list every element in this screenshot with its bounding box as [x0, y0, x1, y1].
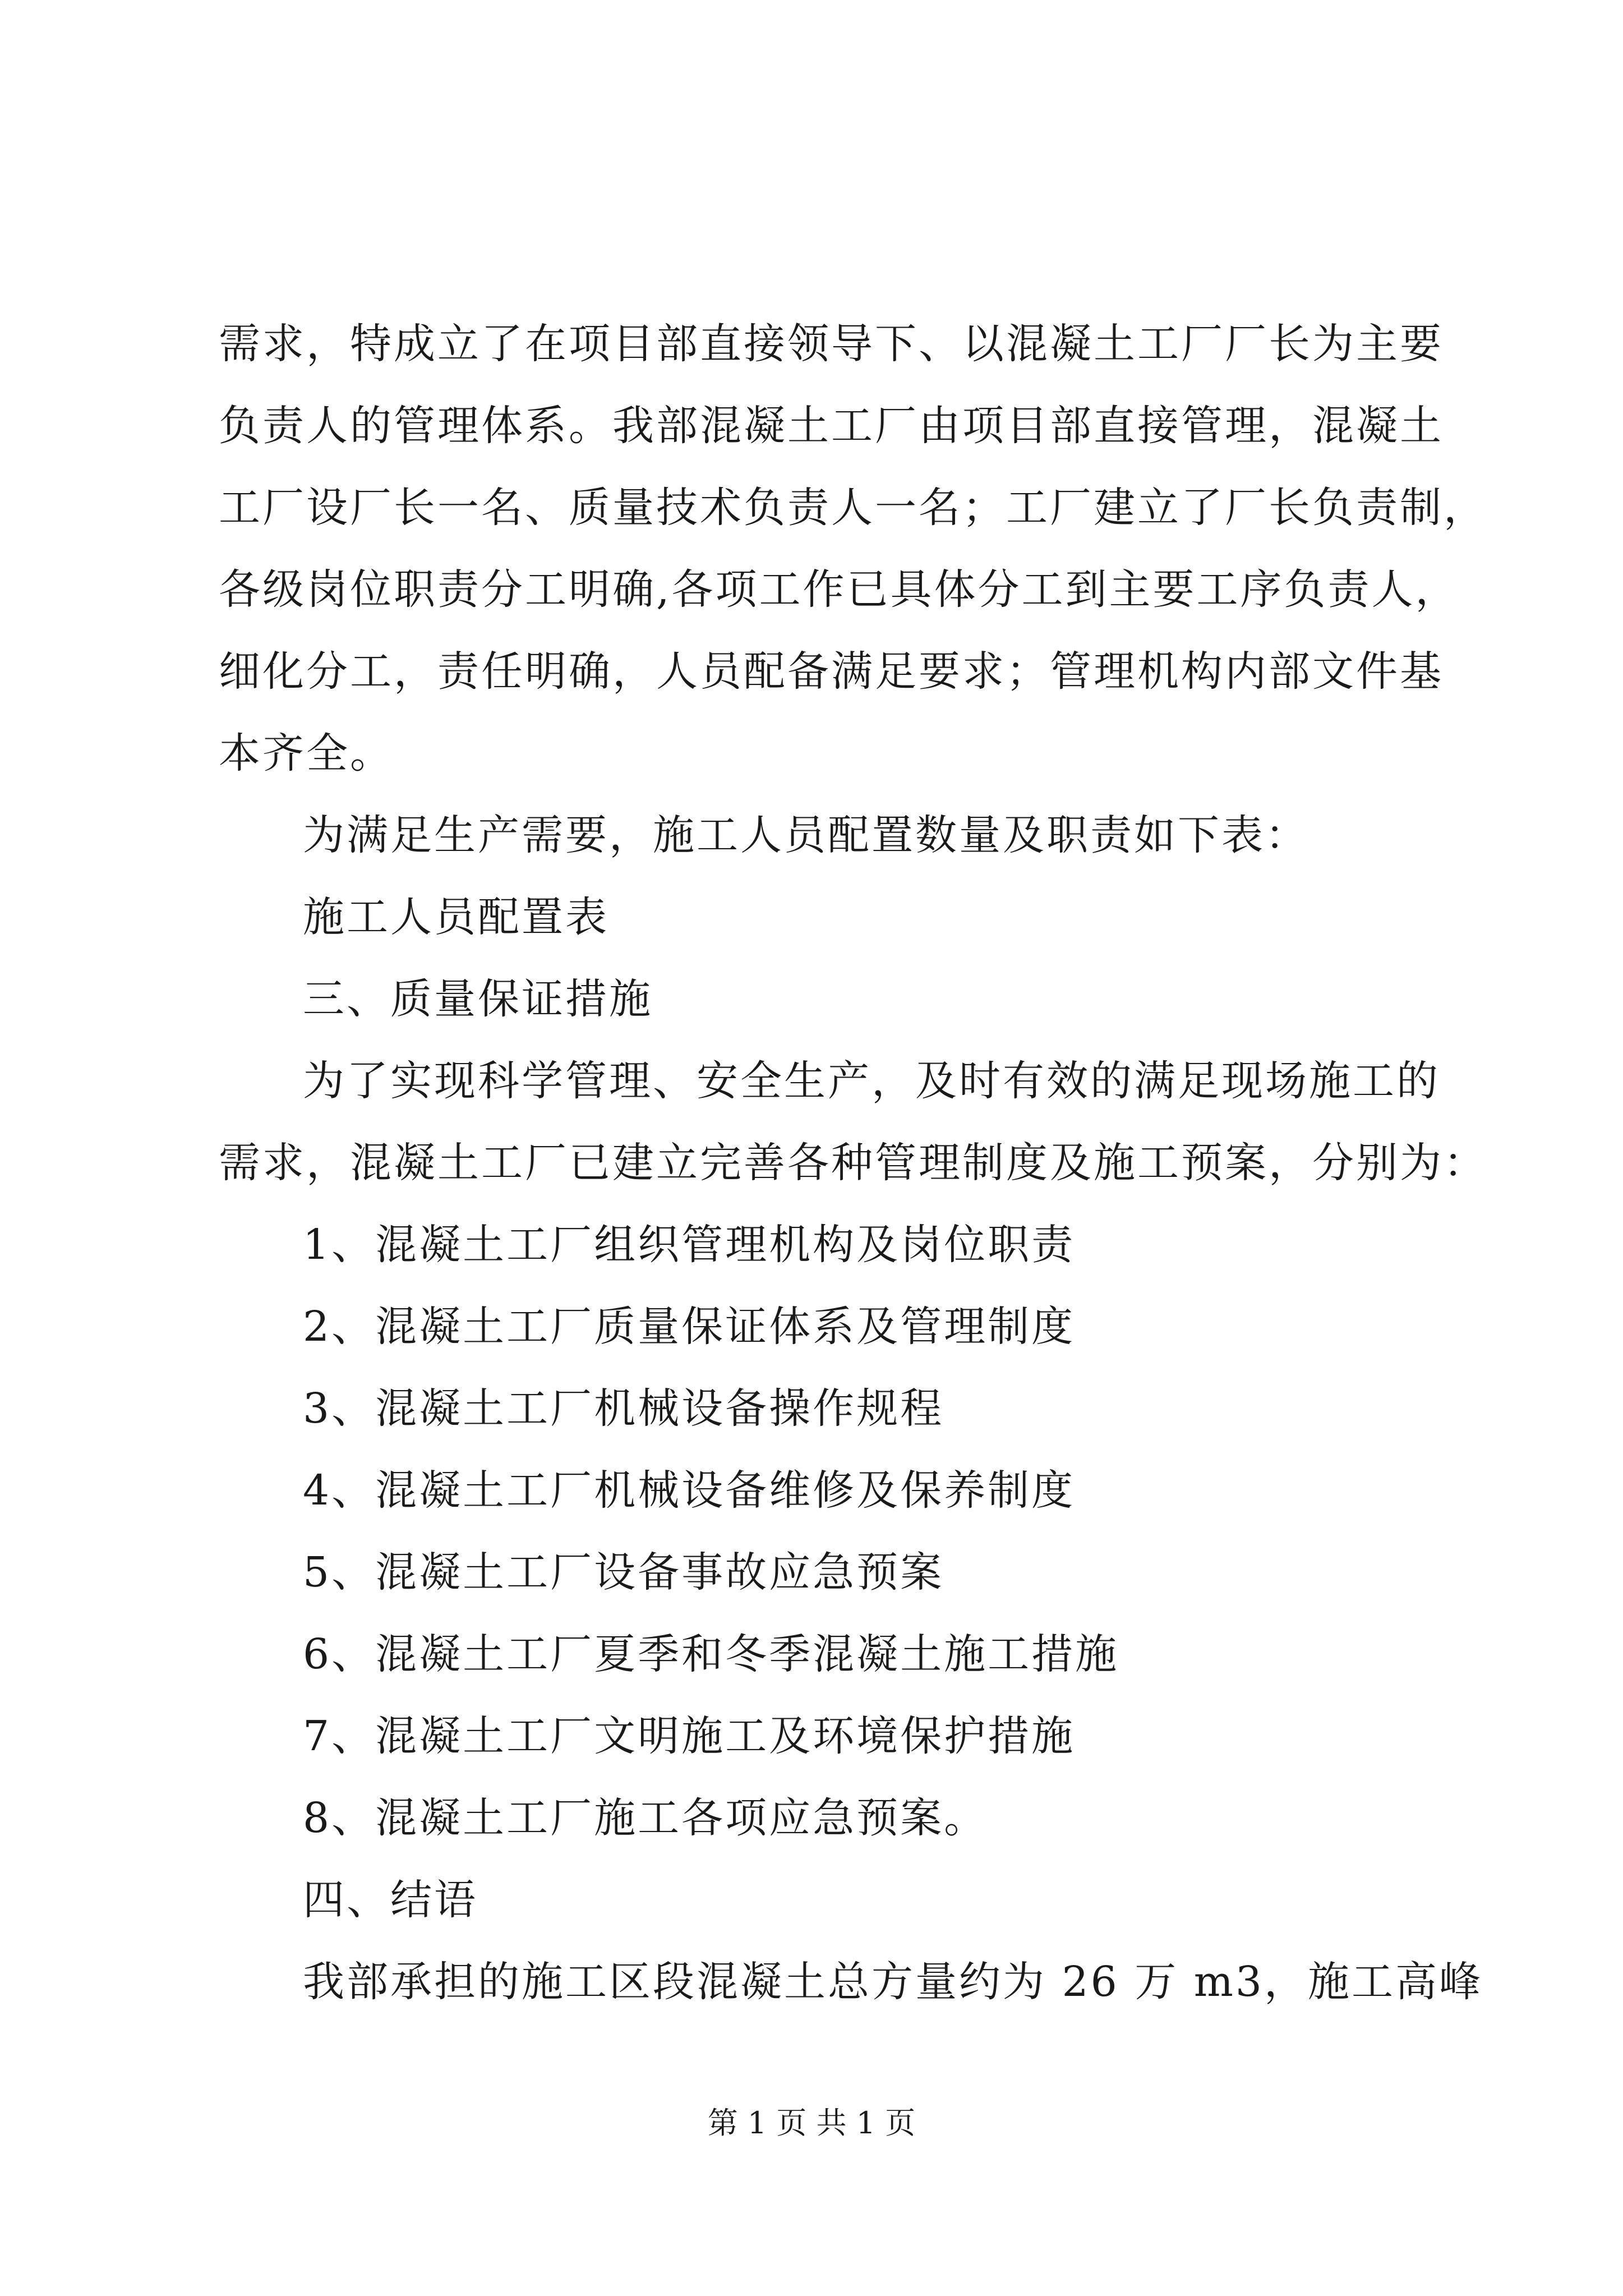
- measure-item: 8、混凝土工厂施工各项应急预案。: [303, 1794, 988, 1842]
- intro-line: 为满足生产需要，施工人员配置数量及职责如下表：: [303, 811, 1309, 859]
- measure-item: 2、混凝土工厂质量保证体系及管理制度: [303, 1303, 1076, 1351]
- measure-item: 3、混凝土工厂机械设备操作规程: [303, 1384, 944, 1433]
- paragraph-line: 需求，特成立了在项目部直接领导下、以混凝土工厂厂长为主要: [219, 320, 1444, 368]
- measure-item: 4、混凝土工厂机械设备维修及保养制度: [303, 1466, 1076, 1515]
- measure-item: 6、混凝土工厂夏季和冬季混凝土施工措施: [303, 1630, 1119, 1678]
- section-heading: 四、结语: [303, 1876, 478, 1924]
- paragraph-line: 本齐全。: [219, 729, 394, 777]
- page-indicator: 第 1 页 共 1 页: [707, 2105, 916, 2141]
- document-body: [219, 303, 1487, 2023]
- table-caption: 施工人员配置表: [303, 893, 609, 941]
- measure-item: 1、混凝土工厂组织管理机构及岗位职责: [303, 1221, 1076, 1269]
- section-heading: 三、质量保证措施: [303, 975, 653, 1023]
- measure-item: 5、混凝土工厂设备事故应急预案: [303, 1548, 944, 1596]
- paragraph-line: 需求，混凝土工厂已建立完善各种管理制度及施工预案，分别为：: [219, 1139, 1487, 1187]
- paragraph-line: 负责人的管理体系。我部混凝土工厂由项目部直接管理，混凝土: [219, 402, 1444, 450]
- page-footer: [0, 2104, 1623, 2143]
- paragraph-line: 工厂设厂长一名、质量技术负责人一名；工厂建立了厂长负责制，: [219, 484, 1487, 532]
- measure-item: 7、混凝土工厂文明施工及环境保护措施: [303, 1712, 1076, 1760]
- paragraph-line: 细化分工，责任明确，人员配备满足要求；管理机构内部文件基: [219, 647, 1444, 696]
- conclusion-line: 我部承担的施工区段混凝土总方量约为 26 万 m3，施工高峰: [303, 1958, 1483, 2006]
- paragraph-line: 各级岗位职责分工明确,各项工作已具体分工到主要工序负责人，: [219, 565, 1459, 614]
- paragraph-line: 为了实现科学管理、安全生产，及时有效的满足现场施工的: [303, 1057, 1440, 1105]
